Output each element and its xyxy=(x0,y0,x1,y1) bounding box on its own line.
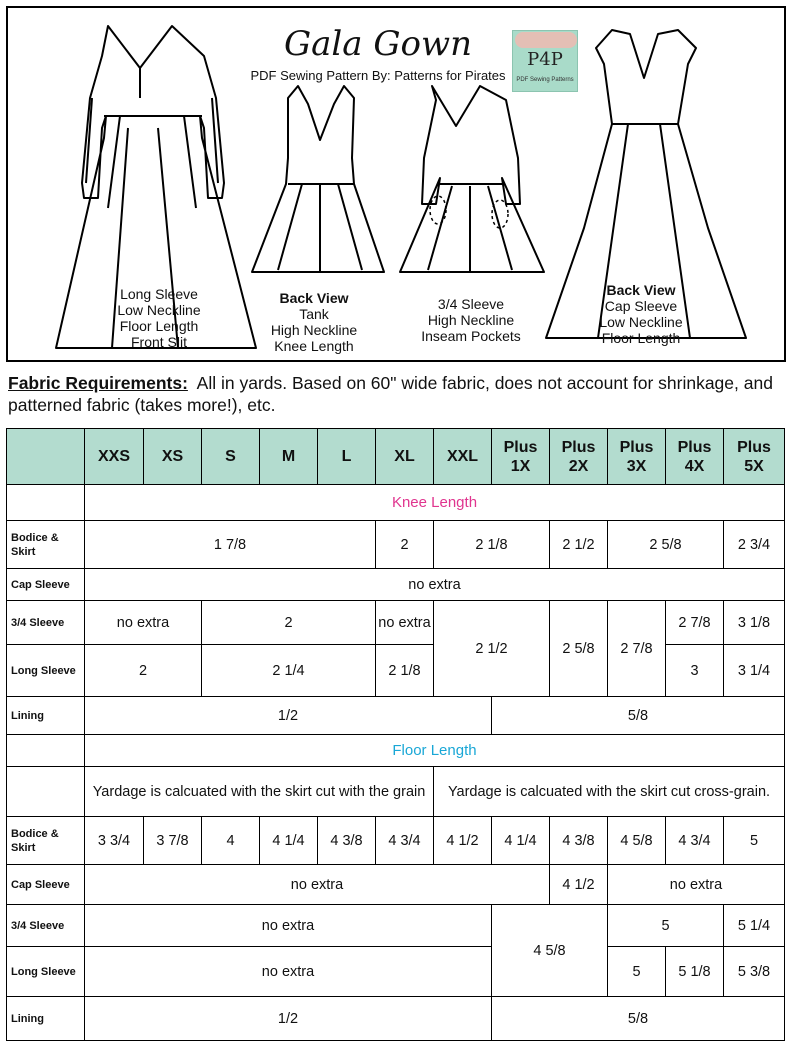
table-cell: 2 xyxy=(376,521,434,569)
table-cell: 4 5/8 xyxy=(492,905,608,997)
pattern-banner xyxy=(6,6,786,362)
table-cell xyxy=(7,767,85,817)
size-xxs: XXS xyxy=(85,429,144,485)
caption-line: PDF Sewing Patterns xyxy=(516,77,574,83)
table-row xyxy=(7,485,785,521)
table-row xyxy=(7,645,785,697)
table-cell: 1 7/8 xyxy=(85,521,376,569)
view-caption-1 xyxy=(94,286,224,350)
table-cell: 2 5/8 xyxy=(550,601,608,697)
section-floor-length: Floor Length xyxy=(85,735,785,767)
table-cell: 5 1/4 xyxy=(724,905,785,947)
table-cell: 2 7/8 xyxy=(608,601,666,697)
table-cell: 4 5/8 xyxy=(608,817,666,865)
dress-three-quarter-outline xyxy=(400,86,544,272)
table-row xyxy=(7,601,785,645)
table-cell: no extra xyxy=(85,865,550,905)
table-cell: 5/8 xyxy=(492,997,785,1041)
size-plus-1x: Plus 1X xyxy=(492,429,550,485)
caption-line: High Neckline xyxy=(427,312,515,328)
note-cross-grain: Yardage is calcuated with the skirt cut cross-grain. xyxy=(434,767,785,817)
size-xs: XS xyxy=(144,429,202,485)
row-label: 3/4 Sleeve xyxy=(7,905,85,947)
table-cell: 5/8 xyxy=(492,697,785,735)
view-caption-4 xyxy=(578,282,704,346)
table-row xyxy=(7,767,785,817)
row-label: Lining xyxy=(7,997,85,1041)
row-label: Cap Sleeve xyxy=(7,865,85,905)
table-cell xyxy=(7,485,85,521)
table-cell: no extra xyxy=(376,601,434,645)
size-xl: XL xyxy=(376,429,434,485)
fabric-requirements-text: All in yards. Based on 60" wide fabric, does not account for shrinkage, and patterned fabric (takes more!), etc. xyxy=(8,373,773,415)
caption-line: Low Neckline xyxy=(117,302,201,318)
size-l: L xyxy=(318,429,376,485)
row-label: Lining xyxy=(7,697,85,735)
caption-line: P4P xyxy=(527,49,563,70)
table-cell: 4 1/4 xyxy=(492,817,550,865)
table-cell: 4 3/4 xyxy=(376,817,434,865)
caption-line: Inseam Pockets xyxy=(421,328,521,344)
table-cell: 5 3/8 xyxy=(724,947,785,997)
yardage-table xyxy=(6,428,785,1041)
fabric-requirements-note xyxy=(8,372,788,416)
caption-line: Tank xyxy=(299,306,329,322)
table-row xyxy=(7,521,785,569)
pattern-title: Gala Gown xyxy=(283,24,472,64)
view-caption-2 xyxy=(252,290,376,354)
table-cell: 5 xyxy=(608,905,724,947)
table-cell: 2 7/8 xyxy=(666,601,724,645)
table-row xyxy=(7,697,785,735)
size-header-row xyxy=(7,429,785,485)
table-cell: no extra xyxy=(85,569,785,601)
row-label: Long Sleeve xyxy=(7,645,85,697)
note-with-grain: Yardage is calcuated with the skirt cut with the grain xyxy=(85,767,434,817)
table-cell: no extra xyxy=(85,905,492,947)
row-label: Long Sleeve xyxy=(7,947,85,997)
table-cell: 3 xyxy=(666,645,724,697)
table-cell: 4 1/2 xyxy=(434,817,492,865)
table-cell: 2 xyxy=(85,645,202,697)
table-cell: no extra xyxy=(85,601,202,645)
table-cell: 4 1/4 xyxy=(260,817,318,865)
caption-line: High Neckline xyxy=(270,322,358,338)
table-cell: no extra xyxy=(608,865,785,905)
caption-line: Floor Length xyxy=(601,330,681,346)
table-cell xyxy=(7,429,85,485)
size-m: M xyxy=(260,429,318,485)
table-cell: 3 1/4 xyxy=(724,645,785,697)
caption-line: 3/4 Sleeve xyxy=(437,296,505,312)
table-cell: 2 xyxy=(202,601,376,645)
row-label: Bodice & Skirt xyxy=(7,817,85,865)
table-row xyxy=(7,817,785,865)
table-cell: 4 1/2 xyxy=(550,865,608,905)
dress-tank-outline xyxy=(252,86,384,272)
table-row xyxy=(7,905,785,947)
table-cell: 5 xyxy=(724,817,785,865)
table-cell xyxy=(7,735,85,767)
table-cell: 5 1/8 xyxy=(666,947,724,997)
caption-line: Knee Length xyxy=(274,338,354,354)
table-cell: 2 1/8 xyxy=(376,645,434,697)
table-row xyxy=(7,947,785,997)
caption-line: Back View xyxy=(606,282,676,298)
caption-line: Back View xyxy=(279,290,349,306)
caption-line: Long Sleeve xyxy=(120,286,198,302)
fabric-requirements-heading: Fabric Requirements: xyxy=(8,373,188,393)
caption-line: Floor Length xyxy=(119,318,199,334)
pattern-subtitle: PDF Sewing Pattern By: Patterns for Pirates xyxy=(250,68,506,83)
table-cell: 2 1/2 xyxy=(550,521,608,569)
row-label: Cap Sleeve xyxy=(7,569,85,601)
table-cell: 3 3/4 xyxy=(85,817,144,865)
size-plus-5x: Plus 5X xyxy=(724,429,785,485)
table-cell: 4 3/4 xyxy=(666,817,724,865)
size-plus-4x: Plus 4X xyxy=(666,429,724,485)
caption-line: Low Neckline xyxy=(599,314,683,330)
table-cell: 2 5/8 xyxy=(608,521,724,569)
view-caption-3 xyxy=(406,296,536,344)
table-cell: 4 3/8 xyxy=(318,817,376,865)
table-cell: no extra xyxy=(85,947,492,997)
caption-line: Front Slit xyxy=(130,334,187,350)
row-label: Bodice & Skirt xyxy=(7,521,85,569)
section-knee-length: Knee Length xyxy=(85,485,785,521)
size-plus-2x: Plus 2X xyxy=(550,429,608,485)
table-row xyxy=(7,865,785,905)
size-plus-3x: Plus 3X xyxy=(608,429,666,485)
size-xxl: XXL xyxy=(434,429,492,485)
table-cell: 2 3/4 xyxy=(724,521,785,569)
table-row xyxy=(7,569,785,601)
caption-line: Cap Sleeve xyxy=(604,298,678,314)
table-cell: 1/2 xyxy=(85,697,492,735)
table-cell: 2 1/2 xyxy=(434,601,550,697)
table-row xyxy=(7,997,785,1041)
table-cell: 3 1/8 xyxy=(724,601,785,645)
table-cell: 3 7/8 xyxy=(144,817,202,865)
table-cell: 4 xyxy=(202,817,260,865)
table-row xyxy=(7,735,785,767)
flower-decoration-icon xyxy=(515,32,577,48)
brand-logo xyxy=(512,30,578,92)
size-s: S xyxy=(202,429,260,485)
table-cell: 1/2 xyxy=(85,997,492,1041)
table-cell: 2 1/4 xyxy=(202,645,376,697)
table-cell: 5 xyxy=(608,947,666,997)
table-cell: 4 3/8 xyxy=(550,817,608,865)
table-cell: 2 1/8 xyxy=(434,521,550,569)
row-label: 3/4 Sleeve xyxy=(7,601,85,645)
